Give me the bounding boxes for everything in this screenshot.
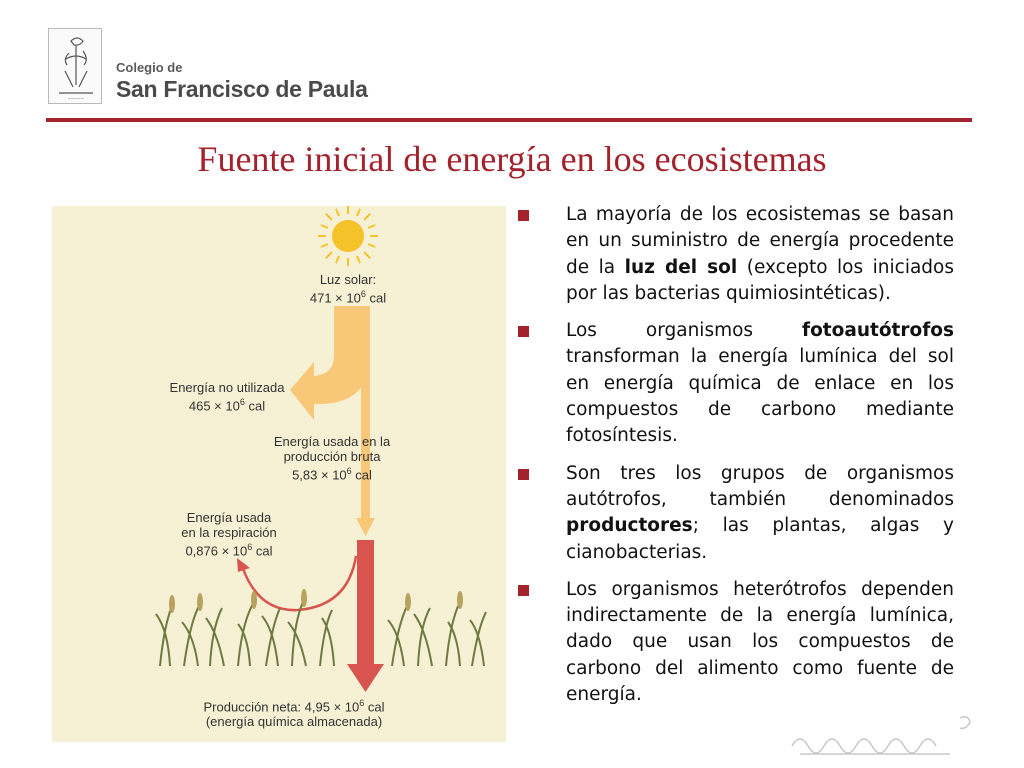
bullet-square-icon (518, 469, 529, 480)
bullet-list (516, 202, 954, 719)
unused-energy-label: Energía no utilizada $465 \times 10^6$ cal (169, 380, 285, 414)
bullet-item (516, 318, 954, 449)
bullet-item (516, 577, 954, 708)
logo-subtitle: Colegio de (116, 60, 183, 75)
unused-energy-arrow (290, 306, 370, 420)
logo-name: San Francisco de Paula (116, 76, 368, 102)
bullet-square-icon (518, 326, 529, 337)
bullet-square-icon (518, 585, 529, 596)
crest-drawing-icon (49, 29, 103, 105)
svg-text:~~~~~: ~~~~~ (67, 96, 85, 101)
school-crest (48, 28, 102, 104)
bullet-text: Los organismos heterótrofos dependen indirectamente de la energía lumínica, dado que usan los compuestos de carbono del alimento como fuente de energía. (566, 578, 954, 706)
sun-label: Luz solar: $471 \times 10^6$ cal (309, 272, 387, 306)
sun-icon (318, 206, 378, 266)
header-divider (46, 118, 972, 122)
net-production-arrow (347, 540, 384, 692)
respiration-arrow (242, 556, 356, 610)
respiration-label: Energía usada en la respiración $0,876 \times 10^6$ cal (181, 510, 277, 559)
bullet-item (516, 202, 954, 307)
bullet-text: Son tres los grupos de organismos autótrofos, también denominados productores; las plantas, algas y cianobacterias. (566, 462, 954, 563)
gross-production-label: Energía usada en la producción bruta $5,83 \times 10^6$ cal (273, 434, 391, 483)
bullet-item (516, 461, 954, 566)
energy-flow-figure (52, 206, 506, 742)
bullet-text: La mayoría de los ecosistemas se basan en un suministro de energía procedente de la luz del sol (excepto los iniciados por las bacterias quimiosintéticas). (566, 204, 954, 304)
bullet-square-icon (518, 210, 529, 221)
signature-decoration-icon (780, 706, 980, 762)
slide-title: Fuente inicial de energía en los ecosistemas (197, 139, 827, 179)
bullet-text: Los organismos fotoautótrofos transforman la energía lumínica del sol en energía química de enlace en los compuestos de carbono mediante fotosíntesis. (566, 320, 954, 447)
grass-icon (156, 600, 486, 666)
net-production-label: Producción neta: $4,95 \times 10^6$ cal (energía química almacenada) (203, 698, 385, 730)
